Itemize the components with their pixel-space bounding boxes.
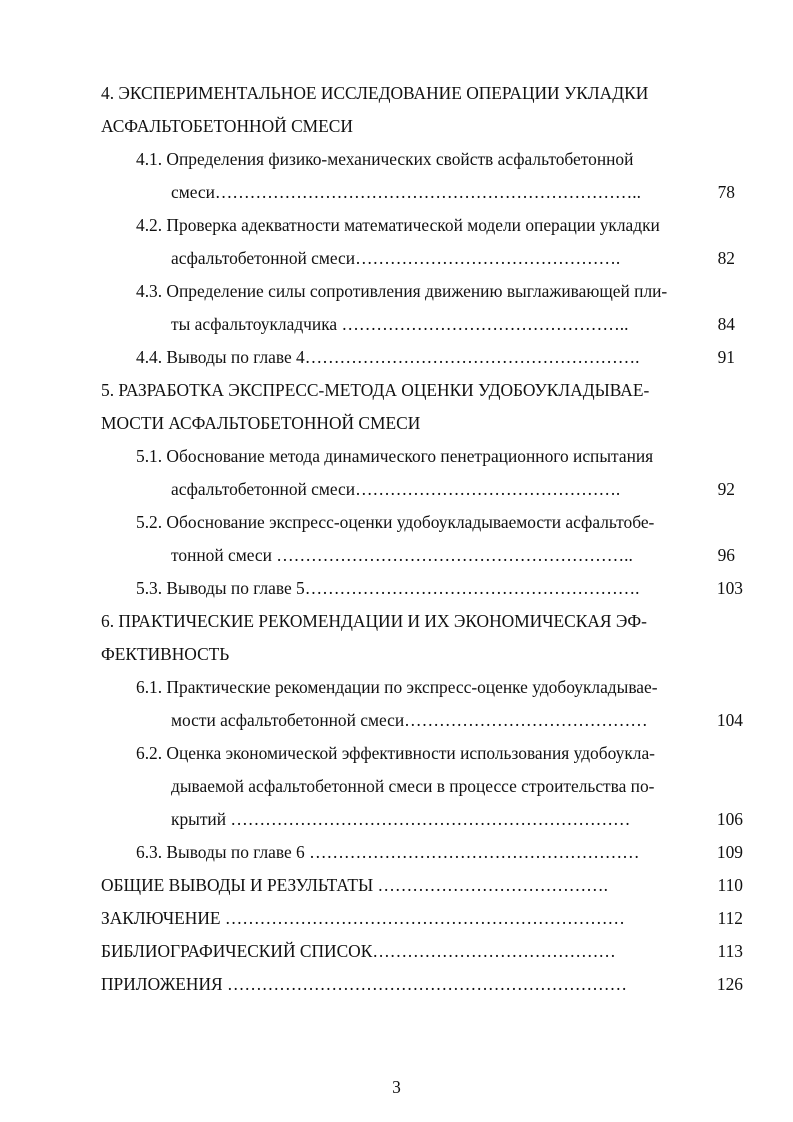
toc-entry xyxy=(0,180,793,204)
toc-page-number: 106 xyxy=(716,809,743,829)
toc-text: мости асфальтобетонной смеси…………………………………… xyxy=(171,710,648,730)
toc-text: БИБЛИОГРАФИЧЕСКИЙ СПИСОК…………………………………… xyxy=(101,941,616,961)
toc-text: 4.3. Определение силы сопротивления движению выглаживающей пли- xyxy=(136,281,668,301)
toc-text: 5. РАЗРАБОТКА ЭКСПРЕСС-МЕТОДА ОЦЕНКИ УДОБОУКЛАДЫВАЕ- xyxy=(101,380,650,400)
toc-entry xyxy=(0,741,793,765)
toc-page-number: 104 xyxy=(716,710,743,730)
toc-entry xyxy=(0,939,793,963)
toc-text: смеси……………………………………………………………….. xyxy=(171,182,641,202)
toc-entry xyxy=(0,906,793,930)
toc-entry xyxy=(0,774,793,798)
toc-text: МОСТИ АСФАЛЬТОБЕТОННОЙ СМЕСИ xyxy=(101,413,421,433)
toc-entry xyxy=(0,510,793,534)
toc-text: 4.1. Определения физико-механических свойств асфальтобетонной xyxy=(136,149,634,169)
toc-text: ФЕКТИВНОСТЬ xyxy=(101,644,230,664)
toc-page-number: 113 xyxy=(717,941,743,961)
toc-page-number: 78 xyxy=(717,182,735,202)
toc-text: 5.1. Обоснование метода динамического пенетрационного испытания xyxy=(136,446,654,466)
toc-entry xyxy=(0,840,793,864)
toc-entry xyxy=(0,444,793,468)
toc-text: 5.2. Обоснование экспресс-оценки удобоукладываемости асфальтобе- xyxy=(136,512,655,532)
toc-entry xyxy=(0,708,793,732)
toc-text: асфальтобетонной смеси………………………………………. xyxy=(171,248,621,268)
toc-page-number: 110 xyxy=(717,875,743,895)
toc-entry xyxy=(0,807,793,831)
toc-text: 5.3. Выводы по главе 5…………………………………………………. xyxy=(136,578,640,598)
toc-text: крытий …………………………………………………………… xyxy=(171,809,631,829)
toc-heading xyxy=(0,114,793,138)
toc-text: дываемой асфальтобетонной смеси в процессе строительства по- xyxy=(171,776,655,796)
toc-entry xyxy=(0,213,793,237)
toc-page-number: 109 xyxy=(716,842,743,862)
toc-text: 4.4. Выводы по главе 4…………………………………………………. xyxy=(136,347,640,367)
toc-text: 6.1. Практические рекомендации по экспресс-оценке удобоукладывае- xyxy=(136,677,658,697)
toc-page-number: 96 xyxy=(717,545,735,565)
toc-page-number: 103 xyxy=(716,578,743,598)
toc-text: ты асфальтоукладчика ………………………………………….. xyxy=(171,314,629,334)
toc-text: ПРИЛОЖЕНИЯ …………………………………………………………… xyxy=(101,974,627,994)
toc-entry xyxy=(0,576,793,600)
toc-heading xyxy=(0,609,793,633)
toc-page-number: 126 xyxy=(716,974,743,994)
toc-text: АСФАЛЬТОБЕТОННОЙ СМЕСИ xyxy=(101,116,353,136)
toc-page-number: 112 xyxy=(717,908,743,928)
toc-heading xyxy=(0,81,793,105)
toc-text: 6.3. Выводы по главе 6 ………………………………………………… xyxy=(136,842,640,862)
toc-entry xyxy=(0,972,793,996)
toc-heading xyxy=(0,642,793,666)
toc-page-number: 82 xyxy=(717,248,735,268)
toc-text: 4.2. Проверка адекватности математической модели операции укладки xyxy=(136,215,660,235)
toc-entry xyxy=(0,477,793,501)
toc-text: 4. ЭКСПЕРИМЕНТАЛЬНОЕ ИССЛЕДОВАНИЕ ОПЕРАЦИИ УКЛАДКИ xyxy=(101,83,649,103)
toc-text: 6. ПРАКТИЧЕСКИЕ РЕКОМЕНДАЦИИ И ИХ ЭКОНОМИЧЕСКАЯ ЭФ- xyxy=(101,611,647,631)
toc-text: асфальтобетонной смеси………………………………………. xyxy=(171,479,621,499)
toc-text: тонной смеси …………………………………………………….. xyxy=(171,545,633,565)
toc-entry xyxy=(0,543,793,567)
toc-entry xyxy=(0,147,793,171)
toc-page-number: 84 xyxy=(717,314,735,334)
toc-page-number: 91 xyxy=(717,347,735,367)
toc-text: ЗАКЛЮЧЕНИЕ …………………………………………………………… xyxy=(101,908,625,928)
toc-text: 6.2. Оценка экономической эффективности использования удобоукла- xyxy=(136,743,655,763)
toc-entry xyxy=(0,345,793,369)
toc-heading xyxy=(0,411,793,435)
toc-entry xyxy=(0,279,793,303)
toc-text: ОБЩИЕ ВЫВОДЫ И РЕЗУЛЬТАТЫ …………………………………. xyxy=(101,875,608,895)
toc-entry xyxy=(0,246,793,270)
toc-heading xyxy=(0,378,793,402)
page-number: 3 xyxy=(392,1077,401,1097)
toc-entry xyxy=(0,873,793,897)
toc-entry xyxy=(0,312,793,336)
toc-entry xyxy=(0,675,793,699)
toc-page-number: 92 xyxy=(717,479,735,499)
